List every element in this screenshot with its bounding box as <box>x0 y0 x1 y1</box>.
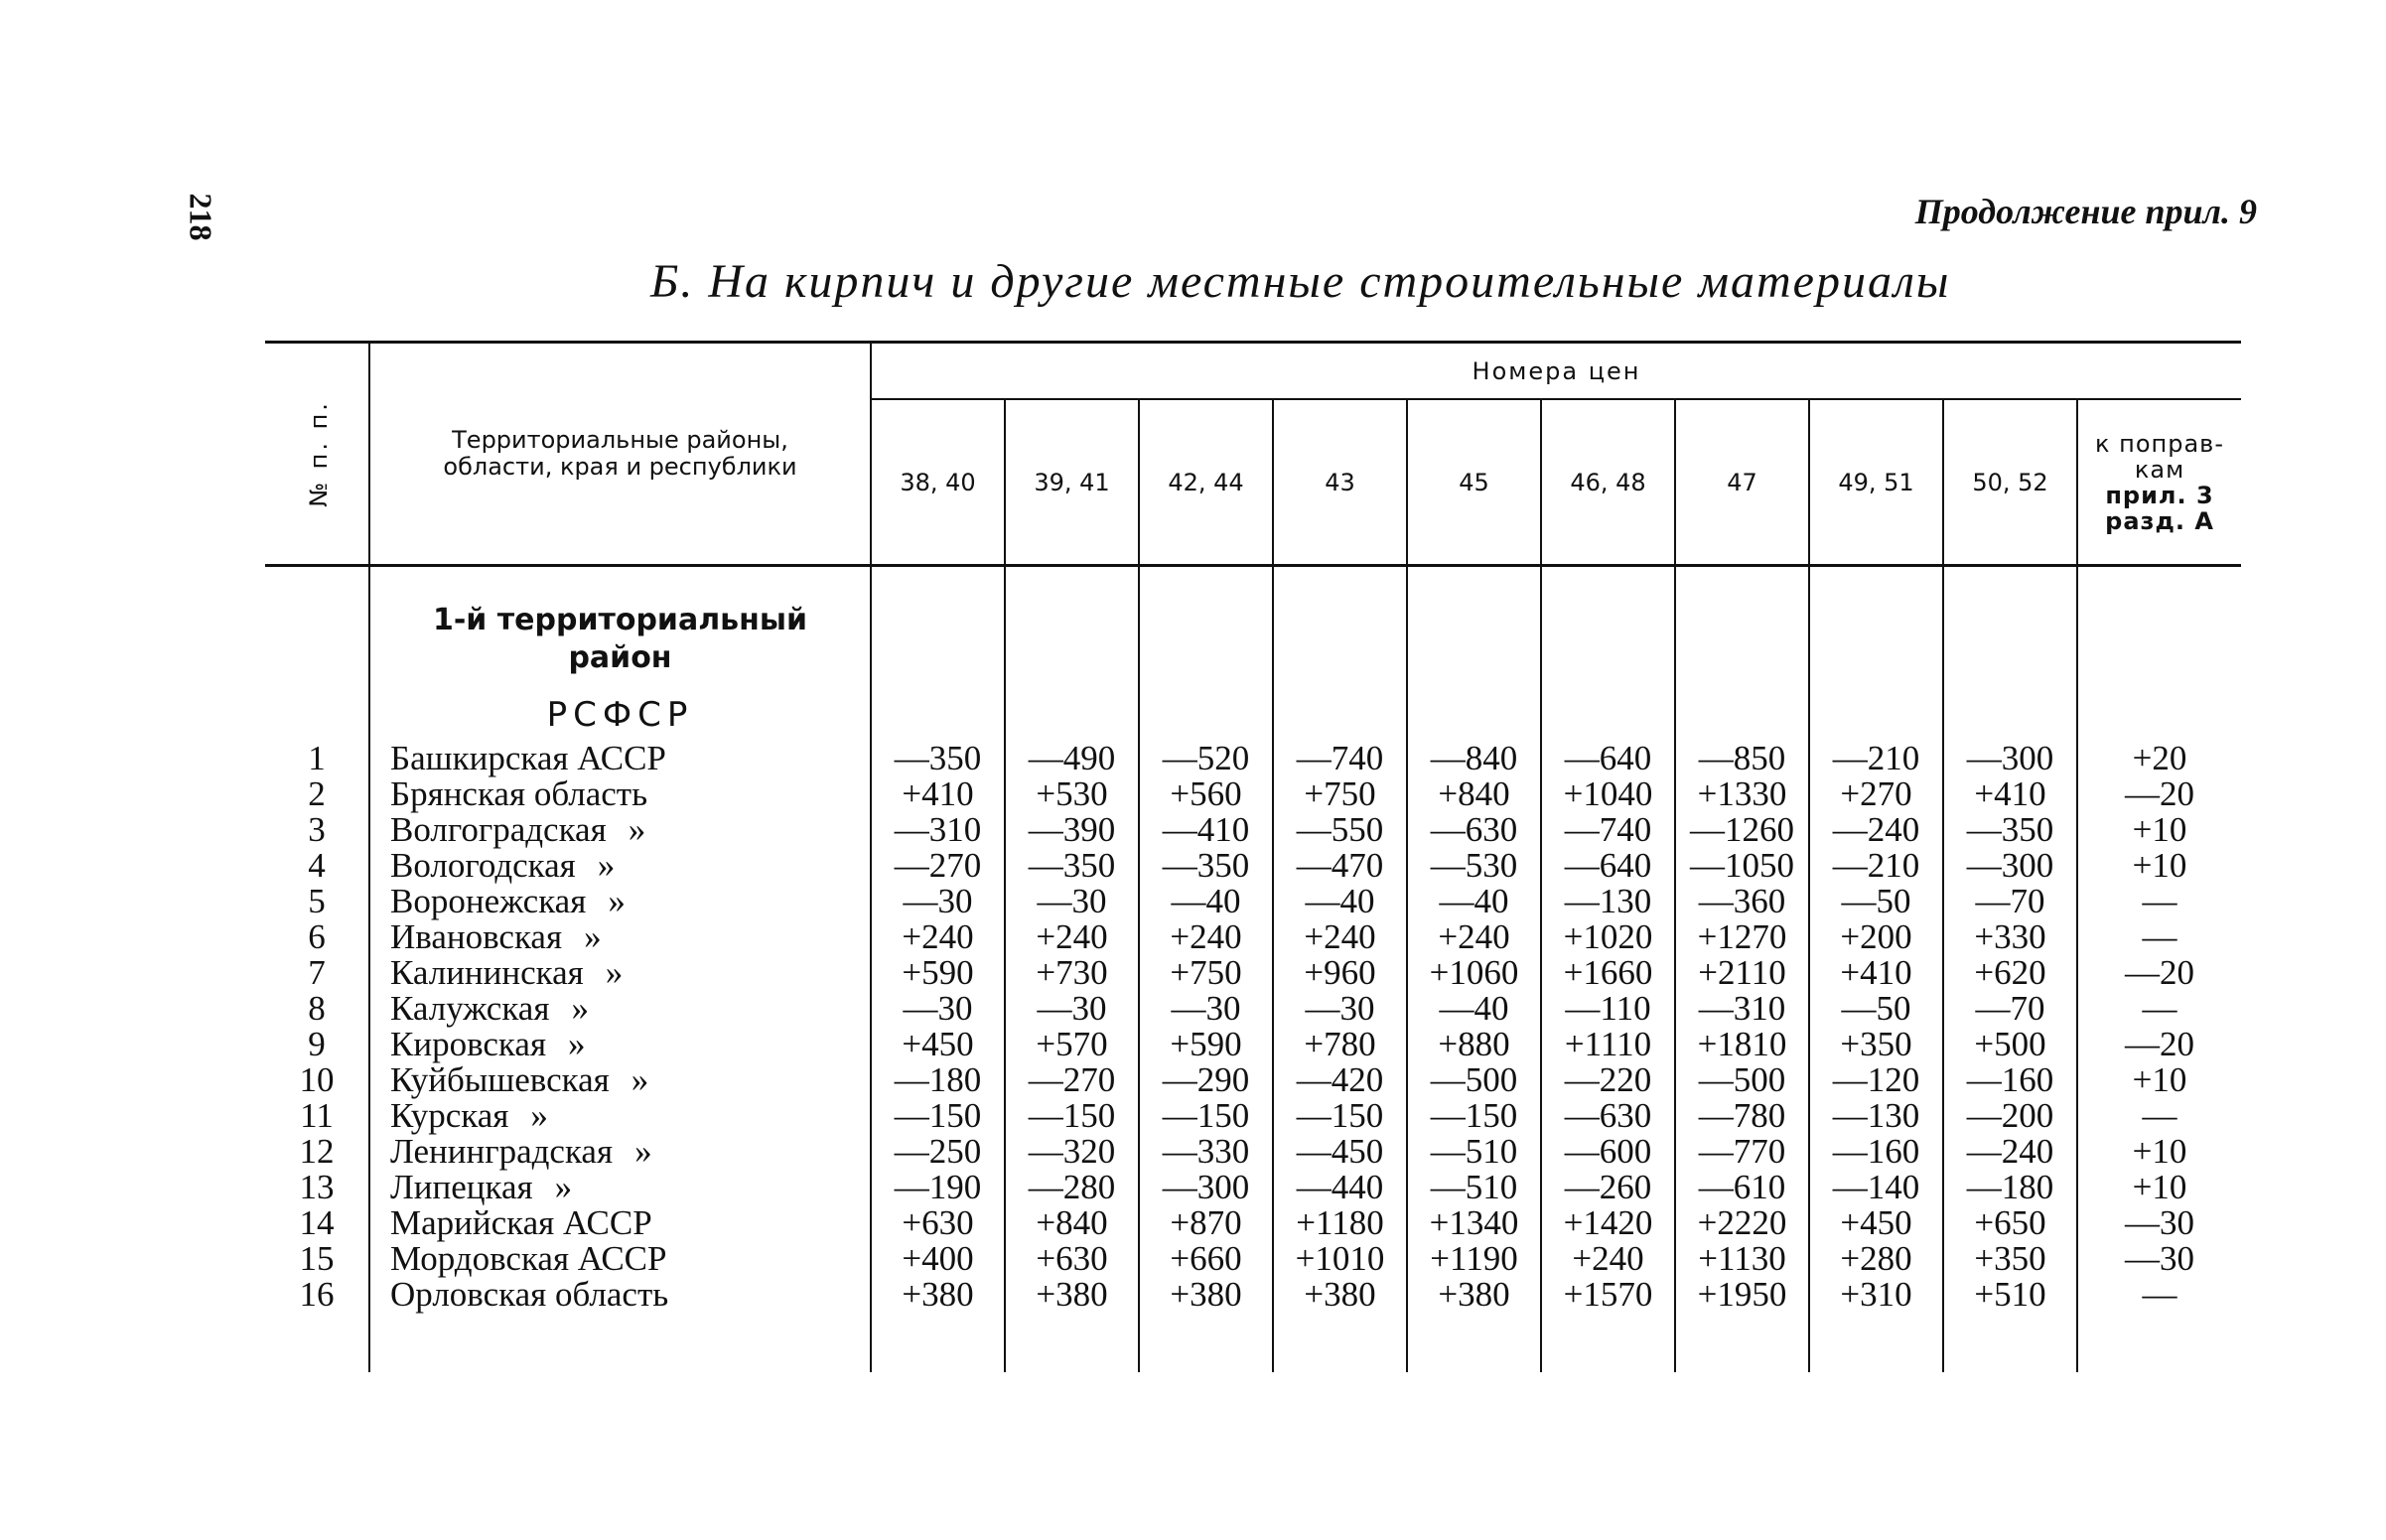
region-name: Орловская область <box>369 1277 871 1313</box>
price-value: —310 <box>871 812 1005 848</box>
price-value: —160 <box>1809 1134 1943 1170</box>
price-value: +1330 <box>1675 776 1809 812</box>
price-value: —150 <box>1005 1098 1139 1134</box>
price-value: +450 <box>871 1027 1005 1062</box>
correction-value: —20 <box>2077 776 2241 812</box>
region-name: Брянская область <box>369 776 871 812</box>
price-value: +240 <box>1273 919 1407 955</box>
price-value: +510 <box>1943 1277 2077 1313</box>
correction-value: — <box>2077 1277 2241 1313</box>
price-value: +1180 <box>1273 1205 1407 1241</box>
price-value: —30 <box>1273 991 1407 1027</box>
column-header-correction: к поправ- кам прил. 3 разд. А <box>2077 399 2241 566</box>
region-name: Вологодская » <box>369 848 871 884</box>
price-value: +380 <box>871 1277 1005 1313</box>
region-name: Ивановская » <box>369 919 871 955</box>
price-value: +560 <box>1139 776 1273 812</box>
price-value: —610 <box>1675 1170 1809 1205</box>
correction-value: +10 <box>2077 1062 2241 1098</box>
price-value: +1130 <box>1675 1241 1809 1277</box>
price-value: —780 <box>1675 1098 1809 1134</box>
correction-value: — <box>2077 919 2241 955</box>
price-value: —330 <box>1139 1134 1273 1170</box>
price-value: —500 <box>1407 1062 1541 1098</box>
price-value: —530 <box>1407 848 1541 884</box>
table-row <box>265 1134 2241 1170</box>
price-value: —40 <box>1273 884 1407 919</box>
price-value: —350 <box>871 741 1005 776</box>
table-row <box>265 776 2241 812</box>
price-value: —770 <box>1675 1134 1809 1170</box>
price-value: —300 <box>1139 1170 1273 1205</box>
ditto-mark: » <box>634 1132 652 1171</box>
price-value: —630 <box>1407 812 1541 848</box>
table-row <box>265 741 2241 776</box>
price-value: +410 <box>871 776 1005 812</box>
ditto-mark: » <box>628 810 646 849</box>
price-value: —290 <box>1139 1062 1273 1098</box>
price-value: +840 <box>1005 1205 1139 1241</box>
table-row <box>265 1098 2241 1134</box>
price-value: —250 <box>871 1134 1005 1170</box>
price-value: —70 <box>1943 991 2077 1027</box>
price-value: +750 <box>1273 776 1407 812</box>
price-value: —300 <box>1943 741 2077 776</box>
price-value: —640 <box>1541 848 1675 884</box>
ditto-mark: » <box>608 882 626 920</box>
table-row <box>265 1170 2241 1205</box>
price-value: —390 <box>1005 812 1139 848</box>
column-header-price: 47 <box>1675 399 1809 566</box>
region-name: Курская » <box>369 1098 871 1134</box>
price-value: +660 <box>1139 1241 1273 1277</box>
correction-value: — <box>2077 1098 2241 1134</box>
column-header-price: 49, 51 <box>1809 399 1943 566</box>
price-value: —310 <box>1675 991 1809 1027</box>
region-name: Куйбышевская » <box>369 1062 871 1098</box>
price-value: —300 <box>1943 848 2077 884</box>
price-value: +570 <box>1005 1027 1139 1062</box>
price-value: +400 <box>871 1241 1005 1277</box>
price-value: +1190 <box>1407 1241 1541 1277</box>
price-value: —150 <box>871 1098 1005 1134</box>
price-value: —450 <box>1273 1134 1407 1170</box>
row-number: 3 <box>308 810 326 849</box>
price-value: +240 <box>1407 919 1541 955</box>
price-value: —260 <box>1541 1170 1675 1205</box>
price-value: —600 <box>1541 1134 1675 1170</box>
price-value: —350 <box>1005 848 1139 884</box>
correction-value: +10 <box>2077 1134 2241 1170</box>
price-value: +410 <box>1943 776 2077 812</box>
price-value: +1270 <box>1675 919 1809 955</box>
region-name: Воронежская » <box>369 884 871 919</box>
column-header-region: Территориальные районы, области, края и республики <box>369 343 871 566</box>
region-name: Ленинградская » <box>369 1134 871 1170</box>
price-value: —30 <box>871 991 1005 1027</box>
price-value: —190 <box>871 1170 1005 1205</box>
price-value: —510 <box>1407 1134 1541 1170</box>
price-value: +380 <box>1273 1277 1407 1313</box>
price-value: —470 <box>1273 848 1407 884</box>
ditto-mark: » <box>568 1025 586 1063</box>
price-value: —70 <box>1943 884 2077 919</box>
ditto-mark: » <box>631 1060 649 1099</box>
price-value: +1570 <box>1541 1277 1675 1313</box>
price-value: +960 <box>1273 955 1407 991</box>
price-value: +590 <box>1139 1027 1273 1062</box>
correction-value: — <box>2077 884 2241 919</box>
price-value: —270 <box>1005 1062 1139 1098</box>
price-value: +1110 <box>1541 1027 1675 1062</box>
price-value: —40 <box>1139 884 1273 919</box>
price-value: +380 <box>1407 1277 1541 1313</box>
republic-label: РСФСР <box>546 695 694 735</box>
row-number: 1 <box>308 739 326 777</box>
price-value: +240 <box>1541 1241 1675 1277</box>
price-value: —360 <box>1675 884 1809 919</box>
price-value: —30 <box>1005 991 1139 1027</box>
row-number: 9 <box>308 1025 326 1063</box>
row-number: 7 <box>308 953 326 992</box>
correction-value: — <box>2077 991 2241 1027</box>
price-value: —1260 <box>1675 812 1809 848</box>
district-title: 1-й территориальный район <box>432 603 808 675</box>
price-value: +750 <box>1139 955 1273 991</box>
price-value: —550 <box>1273 812 1407 848</box>
price-value: —130 <box>1809 1098 1943 1134</box>
price-value: —210 <box>1809 741 1943 776</box>
row-number: 6 <box>308 917 326 956</box>
price-value: —240 <box>1943 1134 2077 1170</box>
column-header-price: 43 <box>1273 399 1407 566</box>
column-header-number: № п. п. <box>265 343 369 566</box>
price-value: —510 <box>1407 1170 1541 1205</box>
price-value: +350 <box>1809 1027 1943 1062</box>
ditto-mark: » <box>605 953 624 992</box>
price-value: +530 <box>1005 776 1139 812</box>
row-number: 8 <box>308 989 326 1028</box>
price-value: —350 <box>1139 848 1273 884</box>
price-value: —210 <box>1809 848 1943 884</box>
price-value: +630 <box>1005 1241 1139 1277</box>
ditto-mark: » <box>597 846 616 885</box>
price-value: +620 <box>1943 955 2077 991</box>
correction-value: +10 <box>2077 1170 2241 1205</box>
price-value: —150 <box>1139 1098 1273 1134</box>
correction-value: —30 <box>2077 1241 2241 1277</box>
price-value: —140 <box>1809 1170 1943 1205</box>
price-value: —630 <box>1541 1098 1675 1134</box>
price-value: —270 <box>871 848 1005 884</box>
column-header-price: 50, 52 <box>1943 399 2077 566</box>
row-number: 4 <box>308 846 326 885</box>
price-value: +500 <box>1943 1027 2077 1062</box>
price-value: +1010 <box>1273 1241 1407 1277</box>
row-number: 2 <box>308 774 326 813</box>
price-value: —420 <box>1273 1062 1407 1098</box>
table-row <box>265 1277 2241 1313</box>
correction-value: +10 <box>2077 848 2241 884</box>
price-value: —640 <box>1541 741 1675 776</box>
row-number: 16 <box>299 1275 335 1314</box>
price-value: +380 <box>1005 1277 1139 1313</box>
price-adjustment-table <box>265 341 2241 1372</box>
price-value: +2110 <box>1675 955 1809 991</box>
ditto-mark: » <box>530 1096 548 1135</box>
column-group-price-numbers: Номера цен <box>871 343 2241 400</box>
price-value: —740 <box>1273 741 1407 776</box>
table-row <box>265 919 2241 955</box>
row-number: 12 <box>299 1132 335 1171</box>
region-name: Липецкая » <box>369 1170 871 1205</box>
price-value: +630 <box>871 1205 1005 1241</box>
continuation-label: Продолжение прил. 9 <box>1914 192 2257 231</box>
price-value: —40 <box>1407 991 1541 1027</box>
price-value: +590 <box>871 955 1005 991</box>
price-value: —180 <box>1943 1170 2077 1205</box>
row-number: 11 <box>300 1096 334 1135</box>
row-number: 10 <box>299 1060 335 1099</box>
price-value: +350 <box>1943 1241 2077 1277</box>
price-value: —350 <box>1943 812 2077 848</box>
row-number: 5 <box>308 882 326 920</box>
price-value: —440 <box>1273 1170 1407 1205</box>
price-value: —30 <box>871 884 1005 919</box>
price-value: +880 <box>1407 1027 1541 1062</box>
price-value: +1810 <box>1675 1027 1809 1062</box>
table-row <box>265 812 2241 848</box>
price-value: +840 <box>1407 776 1541 812</box>
price-value: +1060 <box>1407 955 1541 991</box>
row-number: 15 <box>299 1239 335 1278</box>
column-header-price: 46, 48 <box>1541 399 1675 566</box>
price-value: +310 <box>1809 1277 1943 1313</box>
price-value: +1040 <box>1541 776 1675 812</box>
price-value: +780 <box>1273 1027 1407 1062</box>
price-value: +1660 <box>1541 955 1675 991</box>
table-row <box>265 955 2241 991</box>
price-value: —150 <box>1273 1098 1407 1134</box>
price-value: +730 <box>1005 955 1139 991</box>
price-value: —50 <box>1809 991 1943 1027</box>
row-number: 13 <box>299 1168 335 1206</box>
region-name: Кировская » <box>369 1027 871 1062</box>
price-value: +330 <box>1943 919 2077 955</box>
price-value: +870 <box>1139 1205 1273 1241</box>
column-header-price: 45 <box>1407 399 1541 566</box>
correction-value: —20 <box>2077 955 2241 991</box>
table-row <box>265 848 2241 884</box>
price-value: —160 <box>1943 1062 2077 1098</box>
page-number: 218 <box>183 193 219 241</box>
price-value: —850 <box>1675 741 1809 776</box>
price-value: —320 <box>1005 1134 1139 1170</box>
price-value: +240 <box>871 919 1005 955</box>
price-value: —520 <box>1139 741 1273 776</box>
price-value: —150 <box>1407 1098 1541 1134</box>
ditto-mark: » <box>571 989 589 1028</box>
price-value: —130 <box>1541 884 1675 919</box>
price-value: —740 <box>1541 812 1675 848</box>
correction-value: —20 <box>2077 1027 2241 1062</box>
price-value: +240 <box>1005 919 1139 955</box>
price-value: —40 <box>1407 884 1541 919</box>
column-header-price: 38, 40 <box>871 399 1005 566</box>
price-value: —30 <box>1005 884 1139 919</box>
price-value: +410 <box>1809 955 1943 991</box>
price-value: +200 <box>1809 919 1943 955</box>
price-value: —490 <box>1005 741 1139 776</box>
price-value: +1420 <box>1541 1205 1675 1241</box>
region-name: Калужская » <box>369 991 871 1027</box>
price-value: —110 <box>1541 991 1675 1027</box>
ditto-mark: » <box>584 917 602 956</box>
price-value: —280 <box>1005 1170 1139 1205</box>
region-name: Башкирская АССР <box>369 741 871 776</box>
column-header-price: 39, 41 <box>1005 399 1139 566</box>
price-value: +1340 <box>1407 1205 1541 1241</box>
price-value: +240 <box>1139 919 1273 955</box>
column-header-price: 42, 44 <box>1139 399 1273 566</box>
table-row <box>265 1241 2241 1277</box>
region-name: Калининская » <box>369 955 871 991</box>
price-value: +2220 <box>1675 1205 1809 1241</box>
region-name: Марийская АССР <box>369 1205 871 1241</box>
price-value: +380 <box>1139 1277 1273 1313</box>
price-value: +1020 <box>1541 919 1675 955</box>
price-value: —240 <box>1809 812 1943 848</box>
table-row <box>265 1027 2241 1062</box>
price-value: —840 <box>1407 741 1541 776</box>
price-value: +650 <box>1943 1205 2077 1241</box>
table-row <box>265 1062 2241 1098</box>
region-name: Волгоградская » <box>369 812 871 848</box>
correction-value: +20 <box>2077 741 2241 776</box>
price-value: —1050 <box>1675 848 1809 884</box>
row-number: 14 <box>299 1203 335 1242</box>
price-value: —500 <box>1675 1062 1809 1098</box>
price-value: —180 <box>871 1062 1005 1098</box>
price-value: —50 <box>1809 884 1943 919</box>
district-heading-row <box>265 566 2241 742</box>
ditto-mark: » <box>554 1168 573 1206</box>
correction-value: —30 <box>2077 1205 2241 1241</box>
table-row <box>265 1205 2241 1241</box>
price-value: +450 <box>1809 1205 1943 1241</box>
table-row <box>265 884 2241 919</box>
price-value: —30 <box>1139 991 1273 1027</box>
price-value: +280 <box>1809 1241 1943 1277</box>
price-value: —410 <box>1139 812 1273 848</box>
price-value: —200 <box>1943 1098 2077 1134</box>
region-name: Мордовская АССР <box>369 1241 871 1277</box>
section-title: Б. На кирпич и другие местные строительные материалы <box>650 255 1951 308</box>
price-value: —120 <box>1809 1062 1943 1098</box>
price-value: +270 <box>1809 776 1943 812</box>
price-value: —220 <box>1541 1062 1675 1098</box>
price-value: +1950 <box>1675 1277 1809 1313</box>
correction-value: +10 <box>2077 812 2241 848</box>
table-row <box>265 991 2241 1027</box>
